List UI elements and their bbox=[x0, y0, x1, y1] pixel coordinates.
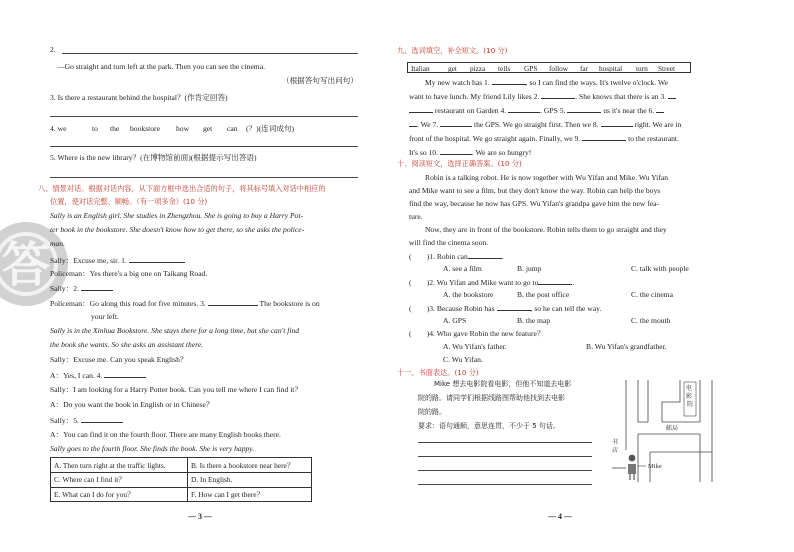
cloze-blank-5[interactable] bbox=[567, 105, 601, 113]
writing-line[interactable] bbox=[418, 470, 592, 471]
cinema-char: 电 bbox=[686, 385, 693, 392]
writing-prompt-3: 院的路。 bbox=[418, 408, 446, 416]
dialogue-3-text: Sally：2. bbox=[50, 284, 79, 293]
option-d: D. In English. bbox=[191, 475, 233, 484]
mc-q1-b[interactable]: B. jump bbox=[517, 264, 542, 273]
map-label-bookstore bbox=[612, 438, 620, 454]
narration-1b: ter book in the bookstore. She doesn't know how to get there, so she asks the police- bbox=[50, 225, 305, 234]
blank-5[interactable] bbox=[81, 415, 123, 423]
cloze-blank-4[interactable] bbox=[508, 105, 540, 113]
cloze-text: . We 7. bbox=[417, 120, 439, 129]
narration-3: Sally goes to the fourth floor. She finds the book. She is very happy. bbox=[50, 444, 255, 453]
mike-body-icon bbox=[628, 464, 636, 474]
cloze-text: It's so 10. bbox=[409, 148, 439, 157]
word-bank-item: get bbox=[448, 64, 457, 73]
dialogue-6-text: A：Yes, I can. 4. bbox=[50, 371, 103, 380]
section8-title-2: 位置，使对话完整、顺畅。（有一项多余）(10 分) bbox=[50, 197, 208, 206]
blank-3[interactable] bbox=[208, 298, 258, 306]
mc-q3[interactable] bbox=[409, 303, 601, 314]
cloze-blank-3a[interactable] bbox=[668, 91, 676, 99]
narration-2a: Sally is in the Xinhua Bookstore. She stays there for a long time, but she can't find bbox=[50, 326, 300, 335]
word-bank-item: Italian bbox=[411, 64, 430, 73]
dialogue-7: Sally：I am looking for a Harry Potter book. Can you tell me where I can find it？ bbox=[50, 385, 303, 394]
reading-2: and Mike want to see a film, but they don't know the way. Robin can help the boys bbox=[409, 186, 661, 195]
cloze-text: to the restaurant. bbox=[628, 134, 679, 143]
mc-q1-a[interactable]: A. see a film bbox=[443, 264, 482, 273]
cloze-text: the GPS. We go straight first. Then we 8. bbox=[474, 120, 599, 129]
option-f: F. How can I get there？ bbox=[191, 490, 264, 499]
cloze-text: restaurant on Garden 4. bbox=[434, 106, 507, 115]
dialogue-8: A：Do you want the book in English or in Chinese？ bbox=[50, 400, 214, 409]
word-bank-item: tells bbox=[498, 64, 511, 73]
dialogue-1 bbox=[50, 255, 185, 266]
mc-q2-blank[interactable] bbox=[538, 277, 572, 285]
q4-w3: the bbox=[110, 124, 120, 133]
cloze-text: us it's near the 6. bbox=[603, 106, 655, 115]
mc-q1-text: ( )1. Robin can bbox=[409, 252, 468, 261]
mc-q4-c[interactable]: C. Wu Yifan. bbox=[443, 355, 483, 364]
reading-3: find the way, because he now has GPS. Wu Yifan's grandpa gave him the new fea- bbox=[409, 199, 660, 208]
dialogue-4-text-b: The bookstore is on bbox=[259, 299, 320, 308]
cloze-blank-9[interactable] bbox=[582, 133, 626, 141]
cloze-line-3 bbox=[409, 105, 664, 116]
dialogue-1-text: Sally：Excuse me, sir. 1. bbox=[50, 256, 127, 265]
dialogue-4 bbox=[50, 298, 320, 309]
dialogue-9 bbox=[50, 415, 123, 426]
map-road-line bbox=[638, 380, 648, 422]
mc-q3-blank[interactable] bbox=[497, 303, 531, 311]
word-bank-item: hospital bbox=[599, 64, 623, 73]
cloze-text: want to have lunch. My friend Lily likes 2. bbox=[409, 92, 540, 101]
writing-requirement: 要求：语句通顺，意思连贯，不少于 5 句话。 bbox=[418, 422, 560, 430]
cloze-blank-8[interactable] bbox=[601, 119, 633, 127]
mc-q2-a[interactable]: A. the bookstore bbox=[443, 290, 494, 299]
section11-title: 十一、书面表达。(10 分) bbox=[397, 368, 479, 377]
map-label-cinema bbox=[686, 384, 694, 408]
q2-hint: （根据答句写出问句） bbox=[282, 76, 358, 85]
q4-w1: 4. we bbox=[50, 124, 67, 133]
writing-line[interactable] bbox=[418, 484, 592, 485]
page-number-right: — 4 — bbox=[548, 512, 572, 521]
cloze-text: My new watch has 1. bbox=[425, 78, 490, 87]
word-bank-item: pizza bbox=[470, 64, 486, 73]
mc-q1[interactable]: ( )1. Robin can . bbox=[409, 252, 504, 261]
q4-answer-line[interactable] bbox=[50, 146, 358, 147]
q4-w2: to bbox=[92, 124, 98, 133]
reading-6: will find the cinema soon. bbox=[409, 238, 489, 247]
reading-1: Robin is a talking robot. He is now together with Wu Yifan and Mike. Wu Yifan bbox=[425, 173, 668, 182]
cloze-line-1 bbox=[425, 77, 668, 88]
word-bank-item: turn bbox=[636, 64, 648, 73]
map-label-mike: Mike bbox=[648, 463, 662, 470]
q4-w4: bookstore bbox=[130, 124, 160, 133]
q4-w6: get bbox=[203, 124, 213, 133]
bookstore-char: 店 bbox=[612, 447, 619, 454]
option-c: C. Where can I find it？ bbox=[54, 475, 126, 484]
cloze-text: front of the hospital. We go straight again. Finally, we 9. bbox=[409, 134, 581, 143]
blank-2[interactable] bbox=[81, 283, 113, 291]
mc-q2-text: ( )2. Wu Yifan and Mike want to go to bbox=[409, 278, 539, 287]
mc-q1-blank[interactable] bbox=[468, 251, 502, 259]
bookstore-char: 书 bbox=[612, 439, 619, 446]
mc-q2-c[interactable]: C. the cinema bbox=[631, 290, 673, 299]
mc-q3-a[interactable]: A. GPS bbox=[443, 316, 467, 325]
cloze-blank-7[interactable] bbox=[440, 119, 472, 127]
q4-w5: how bbox=[176, 124, 190, 133]
q4-w8: (？)(连词成句) bbox=[246, 124, 295, 133]
map-label-post-office: 邮局 bbox=[666, 425, 679, 432]
word-bank-item: far bbox=[580, 64, 589, 73]
stamp-text: 答 bbox=[2, 237, 51, 293]
narration-1a: Sally is an English girl. She studies in Zhengzhou. She is going to buy a Harry Pot- bbox=[50, 211, 304, 220]
dialogue-9-text: Sally：5. bbox=[50, 416, 79, 425]
dialogue-4-text: Policeman：Go along this road for five minutes. 3. bbox=[50, 299, 206, 308]
section8-title: 八、情景对话。根据对话内容，从下面方框中选出合适的句子，将其标号填入对话中相应的 bbox=[38, 184, 326, 193]
cloze-blank-3b[interactable] bbox=[409, 105, 433, 113]
cloze-blank-1[interactable] bbox=[492, 77, 526, 85]
dialogue-2: Policeman：Yes there's a big one on Taikang Road. bbox=[50, 269, 208, 278]
q3-answer-line[interactable] bbox=[50, 116, 358, 117]
mike-legs-icon bbox=[630, 474, 634, 480]
dialogue-3 bbox=[50, 283, 113, 294]
writing-prompt-1: Mike 想去电影院看电影，但他不知道去电影 bbox=[434, 380, 572, 388]
reading-5: Now, they are in front of the bookstore. Robin tells them to go straight and they bbox=[425, 225, 667, 234]
q5-text: 5. Where is the new library？(在博物馆前面)(根据提示写出答语) bbox=[50, 153, 257, 162]
mike-head-icon bbox=[629, 455, 636, 462]
options-box bbox=[50, 457, 312, 502]
q4-w7: can bbox=[227, 124, 238, 133]
q2-answer-line[interactable] bbox=[62, 53, 358, 54]
cloze-blank-6b[interactable] bbox=[409, 119, 417, 127]
mc-q4-b[interactable]: B. Wu Yifan's grandfather. bbox=[586, 342, 667, 351]
narration-2b: the book she wants. So she asks an assistant there. bbox=[50, 340, 204, 349]
dialogue-5: Sally：Excuse me. Can you speak English？ bbox=[50, 355, 188, 364]
writing-line[interactable] bbox=[418, 442, 592, 443]
q3-text: 3. Is there a restaurant behind the hospital？(作肯定回答) bbox=[50, 93, 228, 102]
cloze-text: right. We are in bbox=[634, 120, 682, 129]
mc-q4[interactable]: ( )4. Who gave Robin the new feature？ bbox=[409, 329, 545, 338]
section10-title: 十、阅读短文，选择正确答案。(10 分) bbox=[397, 159, 522, 168]
word-bank-item: GPS bbox=[524, 64, 538, 73]
mc-q3-c[interactable]: C. the mouth bbox=[631, 316, 671, 325]
mc-q2[interactable]: ( )2. Wu Yifan and Mike want to go to . bbox=[409, 278, 575, 287]
cinema-char: 影 bbox=[686, 393, 693, 400]
cloze-text: , so I can find the ways. It's twelve o'clock. We bbox=[525, 78, 668, 87]
word-bank-item: follow bbox=[549, 64, 569, 73]
blank-1[interactable] bbox=[129, 255, 185, 263]
narration-1c: man. bbox=[50, 239, 65, 248]
mc-q3-text-b: , so he can tell the way. bbox=[530, 304, 602, 313]
page-number-left: — 3 — bbox=[188, 512, 212, 521]
mc-q2-b[interactable]: B. the post office bbox=[517, 290, 570, 299]
mc-q1-c[interactable]: C. talk with people bbox=[631, 264, 689, 273]
mc-q3-text: ( )3. Because Robin has bbox=[409, 304, 495, 313]
cloze-line-5 bbox=[409, 133, 679, 144]
cloze-text: . We are so hungry! bbox=[471, 148, 532, 157]
word-bank bbox=[407, 62, 691, 73]
reading-4: ture. bbox=[409, 212, 423, 221]
cloze-text: . She knows that there is an 3. bbox=[575, 92, 667, 101]
cloze-text: . GPS 5. bbox=[540, 106, 566, 115]
writing-line[interactable] bbox=[418, 456, 592, 457]
blank-4[interactable] bbox=[104, 370, 146, 378]
option-b: B. Is there a bookstore near here？ bbox=[191, 461, 295, 470]
route-map bbox=[604, 378, 720, 482]
q2-answer: —Go straight and turn left at the park. Then you can see the cinema. bbox=[57, 62, 265, 71]
cloze-line-4 bbox=[409, 119, 681, 130]
dialogue-4c: your left. bbox=[91, 312, 119, 321]
dialogue-6 bbox=[50, 370, 146, 381]
mc-q3-b[interactable]: B. the map bbox=[517, 316, 551, 325]
q5-answer-line[interactable] bbox=[50, 177, 358, 178]
dialogue-10: A：You can find it on the fourth floor. There are many English books there. bbox=[50, 430, 281, 439]
q2-number: 2. bbox=[50, 45, 56, 54]
option-e: E. What can I do for you？ bbox=[54, 490, 135, 499]
cloze-blank-2[interactable] bbox=[541, 91, 575, 99]
cloze-blank-10[interactable] bbox=[440, 147, 472, 155]
cloze-line-2 bbox=[409, 91, 676, 102]
cloze-blank-6a[interactable] bbox=[656, 105, 664, 113]
writing-prompt-2: 院的路。请同学们根据线路图帮助他找到去电影 bbox=[418, 394, 565, 402]
cloze-line-6 bbox=[409, 147, 531, 158]
map-road-line bbox=[662, 380, 680, 422]
word-bank-item: Street bbox=[658, 64, 676, 73]
option-a: A. Then turn right at the traffic lights. bbox=[54, 461, 166, 470]
cinema-char: 院 bbox=[686, 401, 694, 408]
section9-title: 九、选词填空，补全短文。(10 分) bbox=[397, 46, 508, 55]
mc-q4-a[interactable]: A. Wu Yifan's father. bbox=[443, 342, 507, 351]
